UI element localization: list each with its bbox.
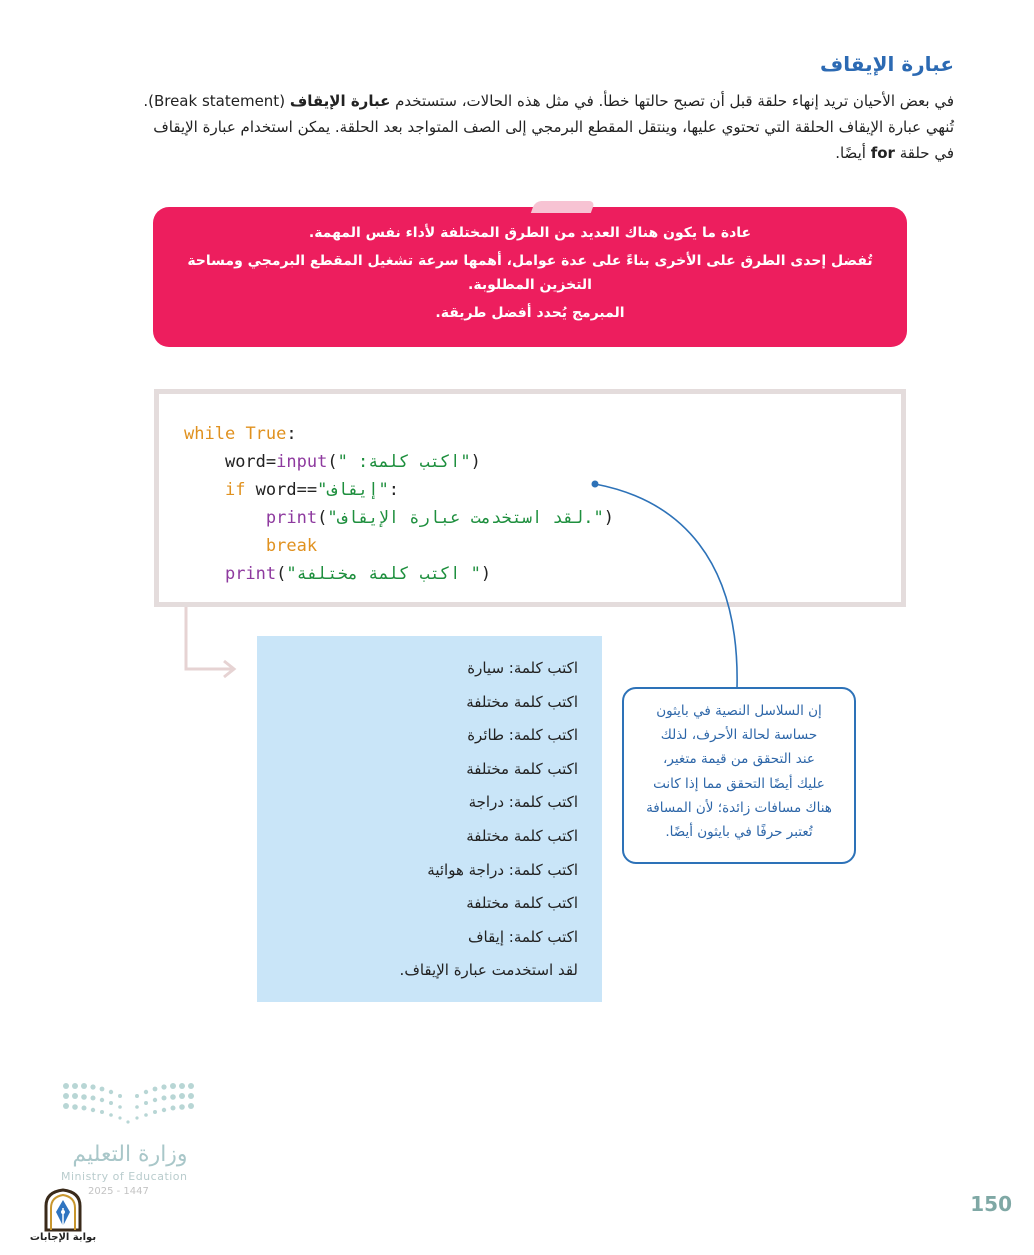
output-line: اكتب كلمة: دراجة (468, 793, 578, 812)
code-paren: ) (603, 508, 614, 528)
output-line: اكتب كلمة مختلفة (466, 692, 578, 711)
code-function-print: print (265, 508, 318, 528)
ministry-dots-icon (58, 1078, 208, 1138)
code-keyword-if: if (224, 480, 246, 500)
callout-line: عند التحقق من قيمة متغير، (663, 751, 815, 768)
code-paren: ) (480, 564, 492, 584)
output-line: اكتب كلمة مختلفة (466, 894, 578, 913)
pen-arch-icon (28, 1186, 98, 1234)
intro-text: أيضًا. (835, 144, 871, 162)
ministry-logo (58, 1078, 208, 1198)
code-paren: ( (317, 508, 328, 528)
output-line: اكتب كلمة مختلفة (466, 826, 578, 845)
intro-line-3 (74, 140, 954, 166)
code-keyword-true: True (245, 424, 287, 444)
code-keyword-while: while (184, 424, 236, 444)
output-line: اكتب كلمة: طائرة (467, 726, 578, 745)
tip-line: المبرمج يُحدد أفضل طريقة. (435, 305, 625, 321)
code-string-different: "اكتب كلمة مختلفة " (286, 564, 481, 584)
tip-box-tab (531, 201, 595, 213)
callout-line: تُعتبر حرفًا في بايثون أيضًا. (665, 824, 813, 841)
site-name: بوابة الإجابات (29, 1232, 97, 1243)
intro-bold-for: for (870, 144, 895, 162)
ministry-name-arabic: وزارة التعليم (72, 1142, 188, 1167)
code-paren: ( (276, 564, 287, 584)
intro-line-2: تُنهي عبارة الإيقاف الحلقة التي تحتوي عليها، وينتقل المقطع البرمجي إلى الصف المتواجد بعد الحلقة. يمكن استخدام عبارة الإيقاف (153, 118, 954, 136)
tip-box (153, 207, 907, 347)
output-line: اكتب كلمة: دراجة هوائية (427, 860, 578, 879)
output-line: اكتب كلمة: إيقاف (467, 927, 578, 946)
section-title: عبارة الإيقاف (819, 52, 954, 76)
intro-text: (Break statement). (143, 92, 290, 110)
code-assign: word= (224, 452, 277, 472)
code-colon: : (388, 480, 400, 500)
ministry-year: 2025 - 1447 (88, 1186, 149, 1197)
code-paren: ( (327, 452, 338, 472)
tip-line: عادة ما يكون هناك العديد من الطرق المختلفة لأداء نفس المهمة. (308, 225, 752, 241)
code-box (154, 389, 906, 607)
callout-line: إن السلاسل النصية في بايثون (656, 703, 822, 719)
page-number: 150 (970, 1192, 1012, 1216)
callout-line: هناك مسافات زائدة؛ لأن المسافة (646, 799, 832, 816)
code-compare: word== (245, 480, 318, 500)
site-watermark (28, 1186, 98, 1248)
intro-bold-term: عبارة الإيقاف (289, 92, 391, 110)
code-listing (184, 420, 614, 588)
output-line: اكتب كلمة: سيارة (467, 659, 578, 677)
code-colon: : (286, 424, 297, 444)
intro-text: في بعض الأحيان تريد إنهاء حلقة قبل أن تصبح حالتها خطأ. في مثل هذه الحالات، ستستخدم (390, 92, 954, 110)
intro-paragraph (74, 88, 954, 166)
intro-text: في حلقة (894, 144, 954, 162)
code-string-prompt: " :اكتب كلمة" (337, 452, 471, 472)
code-function-input: input (276, 452, 328, 472)
intro-line-1 (74, 88, 954, 114)
tip-line: تُفضل إحدى الطرق على الأخرى بناءً على عدة عوامل، أهمها سرعة تشغيل المقطع البرمجي ومساحة التخزين المطلوبة. (187, 253, 873, 293)
code-string-used: "لقد استخدمت عبارة الإيقاف." (327, 508, 604, 528)
code-paren: ) (470, 452, 481, 472)
output-line: اكتب كلمة مختلفة (466, 759, 578, 778)
code-function-print: print (224, 564, 277, 584)
callout-box (622, 687, 856, 864)
callout-line: عليك أيضًا التحقق مما إذا كانت (653, 775, 825, 792)
ministry-name-english: Ministry of Education (61, 1170, 188, 1183)
code-string-stop: "إيقاف" (317, 480, 389, 500)
output-panel (257, 636, 602, 1002)
code-keyword-break: break (265, 536, 318, 556)
callout-line: حساسة لحالة الأحرف، لذلك (660, 727, 818, 744)
output-arrow-icon (180, 605, 250, 685)
output-line: لقد استخدمت عبارة الإيقاف. (399, 961, 578, 980)
